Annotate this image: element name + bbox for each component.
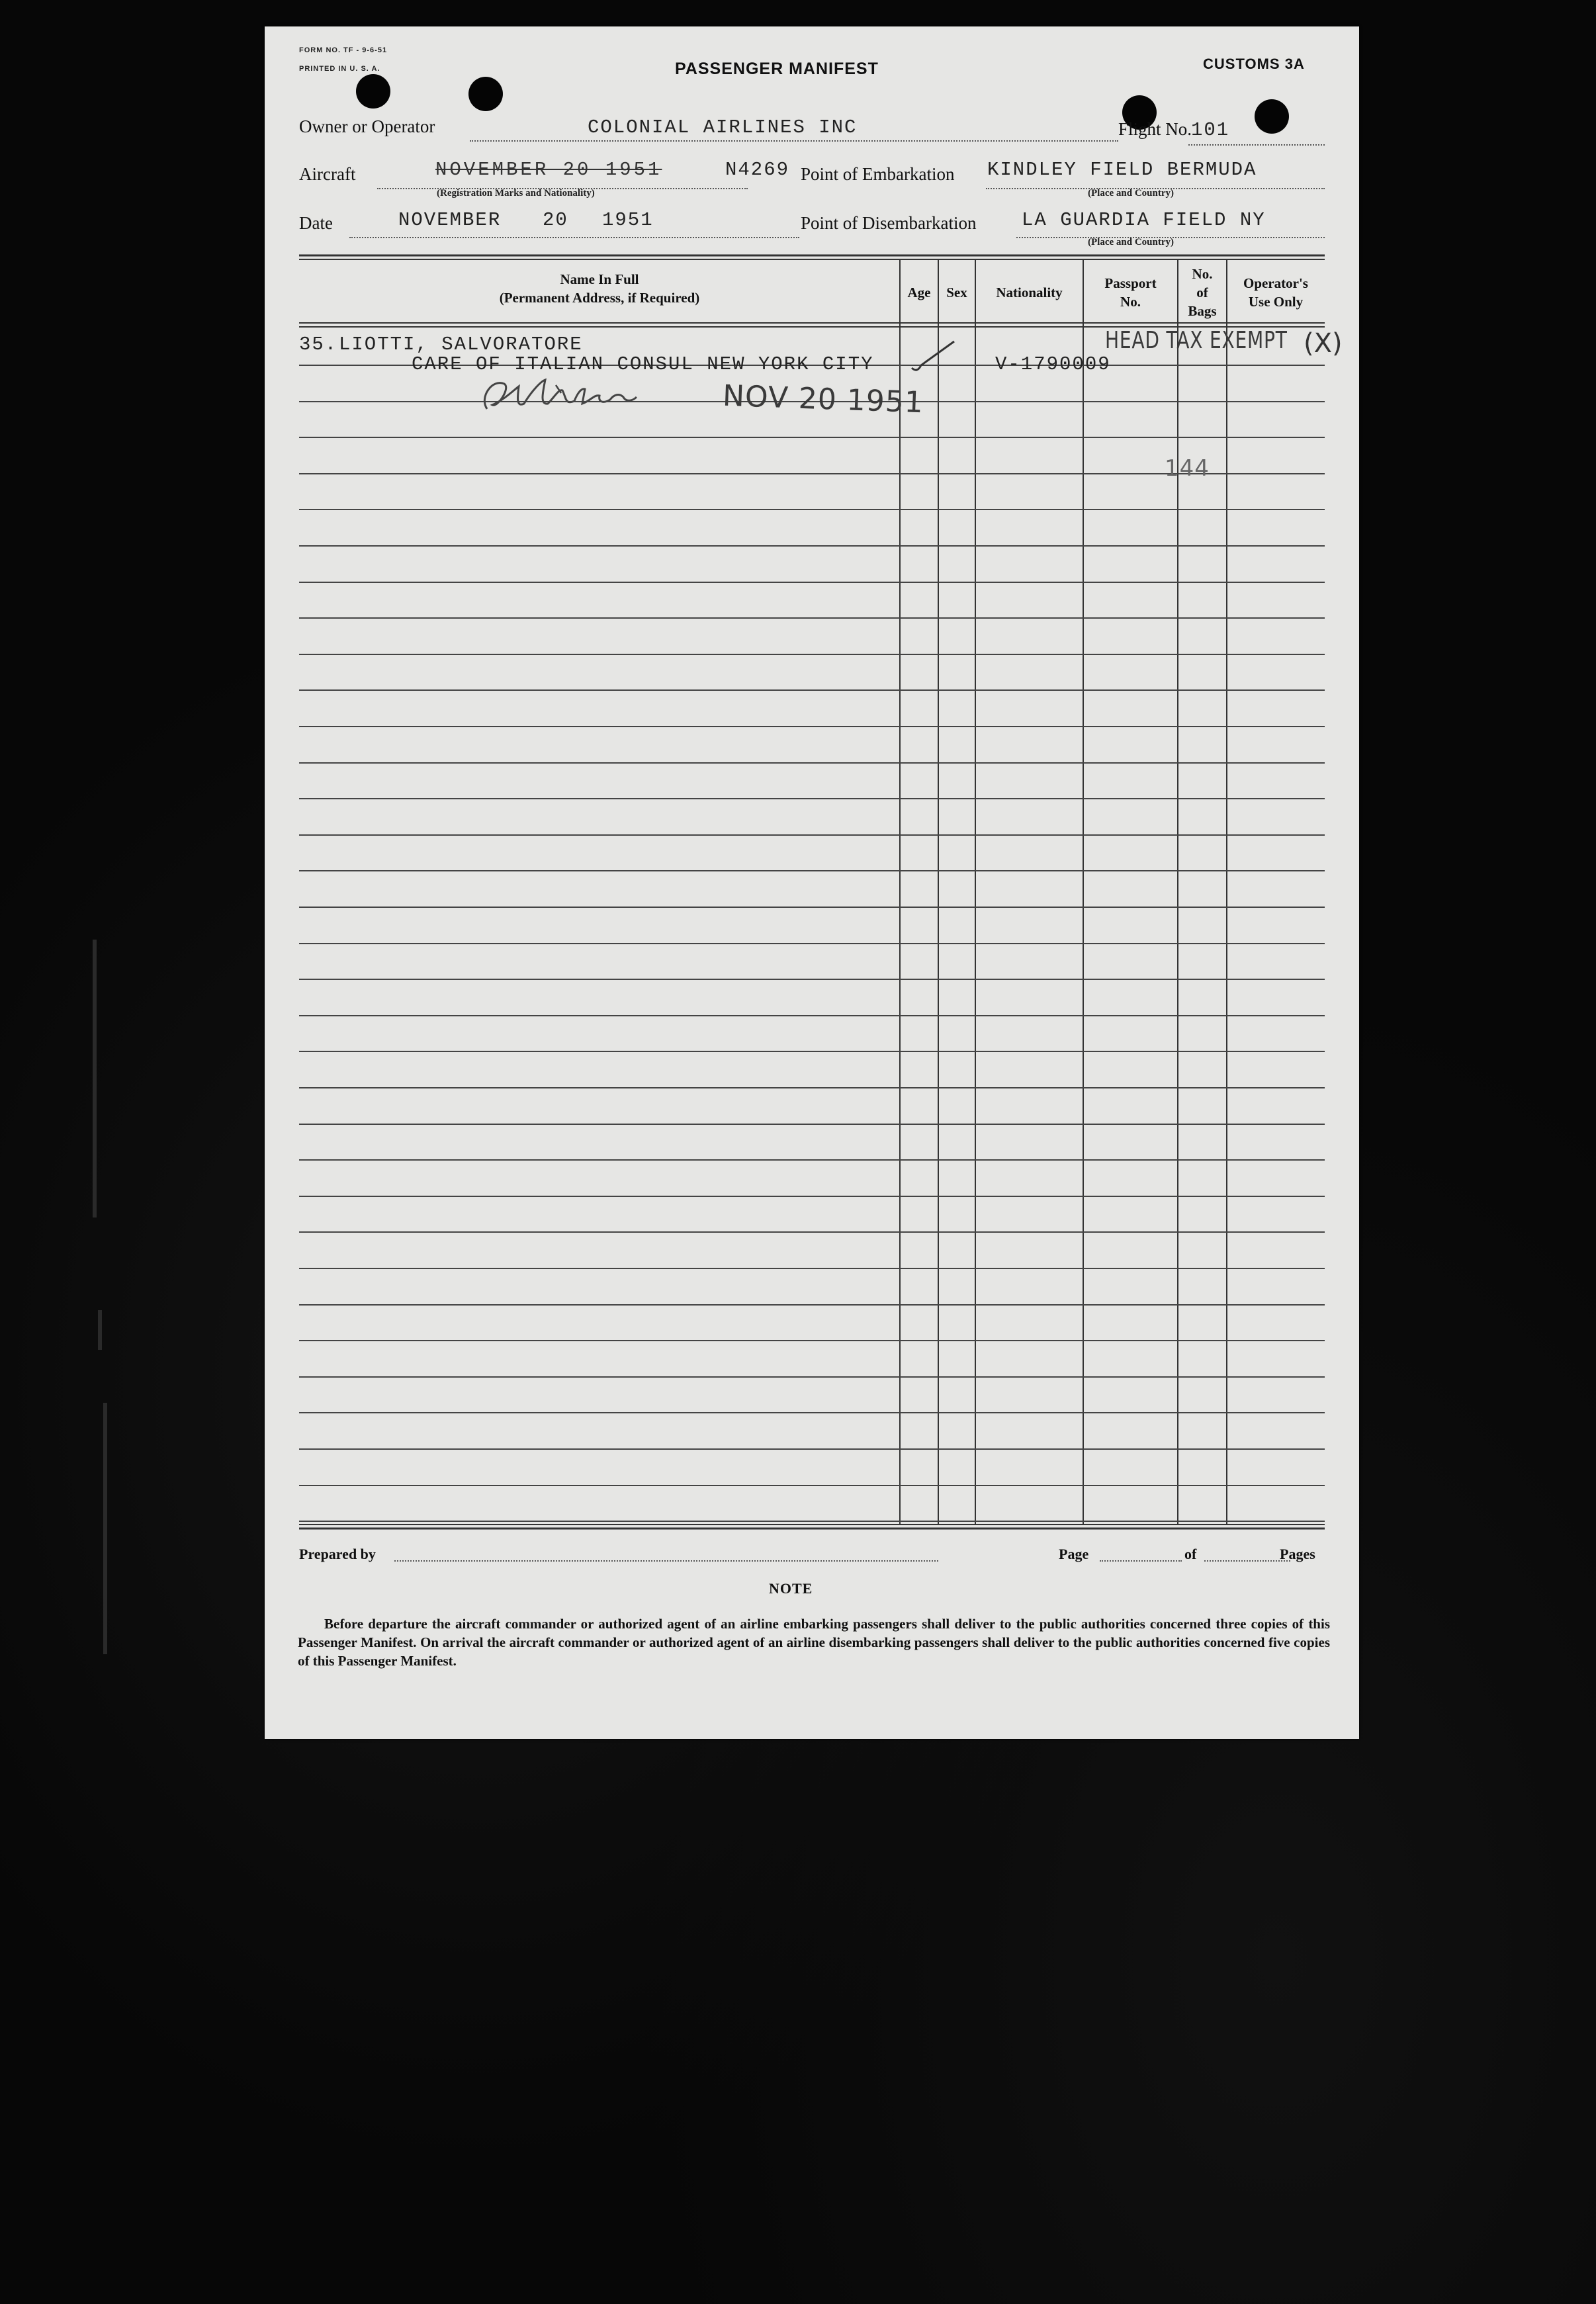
form-number: FORM NO. TF - 9-6-51	[299, 46, 388, 54]
prepared-by-line	[394, 1560, 938, 1562]
aircraft-struck-value: NOVEMBER 20 1951	[435, 159, 662, 181]
header-bags-line3: Bags	[1188, 303, 1217, 319]
note-text: Before departure the aircraft commander or authorized agent of an airline embarking passengers shall deliver to the public authorities concerned three copies of this Passenger Manifest. On arrival the aircraft commander or authorized agent of an airline disembarking passengers shall deliver to the public authorities concerned five copies of this Passenger Manifest.	[298, 1616, 1330, 1669]
customs-code: CUSTOMS 3A	[1203, 56, 1305, 72]
header-bags-line1: No.	[1192, 266, 1213, 282]
date-month: NOVEMBER	[398, 209, 502, 231]
manifest-sheet	[265, 26, 1359, 1739]
pages-line	[1204, 1560, 1290, 1562]
header-name	[299, 270, 900, 307]
date-label: Date	[299, 213, 333, 233]
passenger-signature	[478, 371, 676, 423]
disembark-sublabel: (Place and Country)	[1088, 237, 1174, 247]
header-age: Age	[907, 285, 931, 300]
owner-value: COLONIAL AIRLINES INC	[588, 116, 858, 138]
date-stamp: NOV 20 1951	[722, 378, 924, 420]
aircraft-label: Aircraft	[299, 164, 356, 184]
header-bags	[1178, 265, 1227, 320]
header-nationality: Nationality	[996, 285, 1063, 300]
flight-value: 101	[1191, 119, 1230, 141]
header-name-line1: Name In Full	[560, 271, 639, 287]
date-year: 1951	[602, 209, 654, 231]
entry-name: LIOTTI, SALVORATORE	[339, 333, 583, 355]
note-title: NOTE	[769, 1580, 813, 1597]
date-day: 20	[543, 209, 568, 231]
disembark-label: Point of Disembarkation	[801, 213, 977, 233]
disembark-value: LA GUARDIA FIELD NY	[1022, 209, 1266, 231]
header-operator-line2: Use Only	[1248, 294, 1304, 310]
prepared-by-label: Prepared by	[299, 1546, 376, 1562]
header-passport-line2: No.	[1120, 294, 1141, 310]
entry-code-stamp: 144	[1165, 455, 1210, 482]
head-tax-stamp: HEAD TAX EXEMPT	[1105, 327, 1288, 354]
page-line	[1100, 1560, 1182, 1562]
aircraft-value: N4269	[725, 159, 790, 181]
scan-margin-marks	[93, 940, 112, 1734]
entry-address: CARE OF ITALIAN CONSUL NEW YORK CITY	[412, 353, 874, 375]
printed-in: PRINTED IN U. S. A.	[299, 65, 380, 73]
pages-label: Pages	[1280, 1546, 1315, 1562]
check-mark	[908, 339, 961, 378]
entry-passport: V-1790009	[995, 353, 1111, 375]
header-operator	[1227, 274, 1325, 311]
header-bags-line2: of	[1196, 285, 1208, 300]
owner-label: Owner or Operator	[299, 116, 435, 136]
embark-value: KINDLEY FIELD BERMUDA	[987, 159, 1257, 181]
header-passport	[1083, 274, 1178, 311]
embark-label: Point of Embarkation	[801, 164, 955, 184]
flight-label: Flight No.	[1118, 119, 1192, 139]
page-title: PASSENGER MANIFEST	[675, 60, 879, 78]
header-sex: Sex	[946, 285, 967, 300]
header-operator-line1: Operator's	[1243, 275, 1308, 291]
aircraft-sublabel: (Registration Marks and Nationality)	[437, 188, 595, 199]
header-passport-line1: Passport	[1104, 275, 1157, 291]
embark-sublabel: (Place and Country)	[1088, 188, 1174, 199]
exempt-mark: (X)	[1304, 328, 1343, 359]
page-label: Page	[1059, 1546, 1089, 1562]
header-name-line2: (Permanent Address, if Required)	[499, 290, 700, 306]
entry-number: 35.	[299, 333, 338, 355]
of-label: of	[1184, 1546, 1197, 1562]
